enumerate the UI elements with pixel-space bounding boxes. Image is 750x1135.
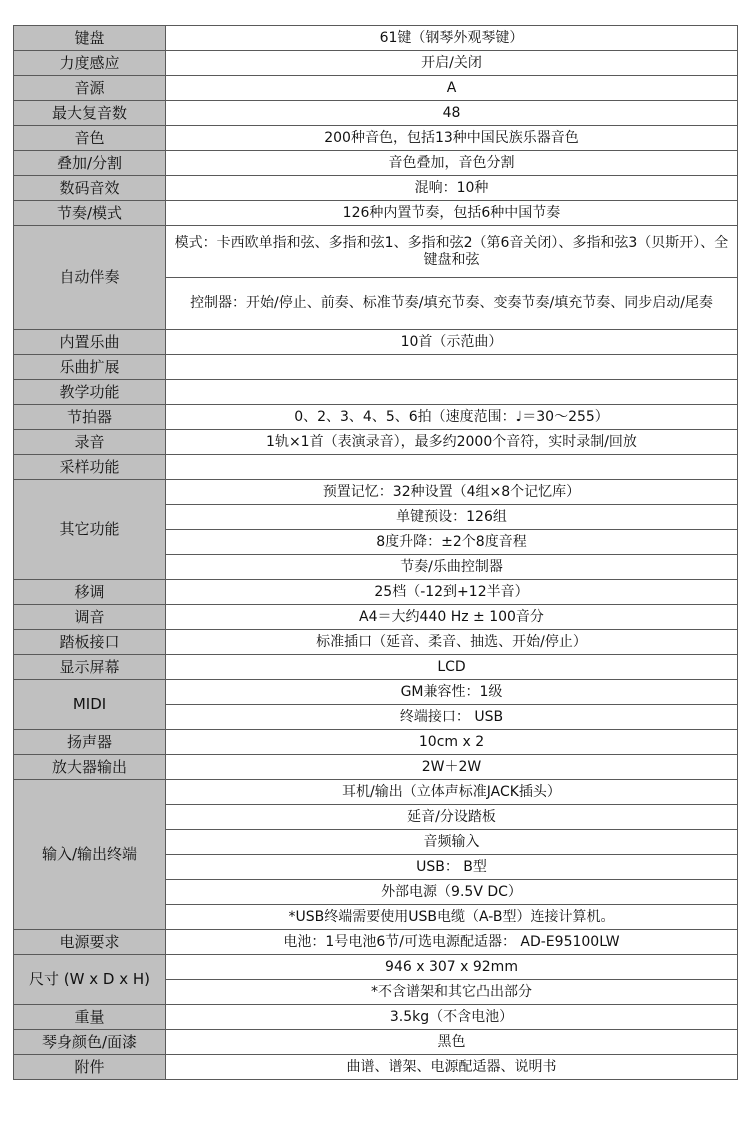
table-row [14, 51, 738, 76]
spec-value: A [166, 76, 738, 101]
spec-label: 教学功能 [14, 380, 166, 405]
spec-label: 放大器输出 [14, 755, 166, 780]
spec-label: 自动伴奏 [14, 226, 166, 330]
spec-label: 输入/输出终端 [14, 780, 166, 930]
spec-value: 200种音色，包括13种中国民族乐器音色 [166, 126, 738, 151]
spec-value: 混响：10种 [166, 176, 738, 201]
spec-value: 曲谱、谱架、电源配适器、说明书 [166, 1055, 738, 1080]
spec-value: A4＝大约440 Hz ± 100音分 [166, 605, 738, 630]
table-row [14, 455, 738, 480]
spec-value: 开启/关闭 [166, 51, 738, 76]
spec-value: 48 [166, 101, 738, 126]
spec-value [166, 455, 738, 480]
spec-value: LCD [166, 655, 738, 680]
table-row [14, 176, 738, 201]
spec-label: 内置乐曲 [14, 330, 166, 355]
spec-value: 节奏/乐曲控制器 [166, 555, 738, 580]
table-row [14, 755, 738, 780]
spec-value: 模式：卡西欧单指和弦、多指和弦1、多指和弦2（第6音关闭）、多指和弦3（贝斯开）、全键盘和弦 [166, 226, 738, 278]
spec-value: 8度升降：±2个8度音程 [166, 530, 738, 555]
spec-value: *不含谱架和其它凸出部分 [166, 980, 738, 1005]
spec-label: 踏板接口 [14, 630, 166, 655]
spec-value: *USB终端需要使用USB电缆（A-B型）连接计算机。 [166, 905, 738, 930]
table-row [14, 580, 738, 605]
spec-value: 25档（-12到+12半音） [166, 580, 738, 605]
table-row [14, 480, 738, 505]
spec-value: 外部电源（9.5V DC） [166, 880, 738, 905]
table-row [14, 330, 738, 355]
table-row [14, 151, 738, 176]
spec-value: 10首（示范曲） [166, 330, 738, 355]
table-row [14, 680, 738, 705]
spec-value: 预置记忆：32种设置（4组×8个记忆库） [166, 480, 738, 505]
spec-value: 音色叠加，音色分割 [166, 151, 738, 176]
spec-label: 调音 [14, 605, 166, 630]
spec-value: 2W＋2W [166, 755, 738, 780]
spec-table [13, 25, 738, 1080]
spec-label: 采样功能 [14, 455, 166, 480]
spec-label: 节奏/模式 [14, 201, 166, 226]
spec-label: 尺寸 (W x D x H) [14, 955, 166, 1005]
spec-value: 黑色 [166, 1030, 738, 1055]
table-row [14, 780, 738, 805]
spec-label: 音色 [14, 126, 166, 151]
spec-value: GM兼容性：1级 [166, 680, 738, 705]
table-row [14, 1030, 738, 1055]
table-row [14, 226, 738, 278]
spec-value: 0、2、3、4、5、6拍（速度范围：♩＝30～255） [166, 405, 738, 430]
spec-label: 叠加/分割 [14, 151, 166, 176]
table-row [14, 1005, 738, 1030]
spec-label: 键盘 [14, 26, 166, 51]
spec-value [166, 355, 738, 380]
table-row [14, 1055, 738, 1080]
spec-value: 终端接口： USB [166, 705, 738, 730]
table-row [14, 605, 738, 630]
table-row [14, 101, 738, 126]
spec-label: 节拍器 [14, 405, 166, 430]
spec-label: 数码音效 [14, 176, 166, 201]
spec-label: 乐曲扩展 [14, 355, 166, 380]
spec-label: 录音 [14, 430, 166, 455]
spec-value: 10cm x 2 [166, 730, 738, 755]
table-row [14, 630, 738, 655]
spec-value [166, 380, 738, 405]
table-row [14, 355, 738, 380]
spec-label: 最大复音数 [14, 101, 166, 126]
spec-value: 61键（钢琴外观琴键） [166, 26, 738, 51]
spec-value: 控制器：开始/停止、前奏、标准节奏/填充节奏、变奏节奏/填充节奏、同步启动/尾奏 [166, 278, 738, 330]
spec-value: 电池：1号电池6节/可选电源配适器： AD-E95100LW [166, 930, 738, 955]
spec-label: 音源 [14, 76, 166, 101]
table-row [14, 430, 738, 455]
table-row [14, 930, 738, 955]
spec-value: 3.5kg（不含电池） [166, 1005, 738, 1030]
spec-label: 琴身颜色/面漆 [14, 1030, 166, 1055]
table-row [14, 76, 738, 101]
spec-value: 1轨×1首（表演录音），最多约2000个音符，实时录制/回放 [166, 430, 738, 455]
spec-label: 显示屏幕 [14, 655, 166, 680]
spec-value: 延音/分设踏板 [166, 805, 738, 830]
spec-value: 单键预设：126组 [166, 505, 738, 530]
table-row [14, 405, 738, 430]
spec-value: 耳机/输出（立体声标准JACK插头） [166, 780, 738, 805]
spec-label: 扬声器 [14, 730, 166, 755]
spec-label: 移调 [14, 580, 166, 605]
table-row [14, 730, 738, 755]
spec-label: 附件 [14, 1055, 166, 1080]
spec-value: 音频输入 [166, 830, 738, 855]
table-row [14, 126, 738, 151]
spec-label: MIDI [14, 680, 166, 730]
spec-label: 力度感应 [14, 51, 166, 76]
table-row [14, 26, 738, 51]
table-row [14, 201, 738, 226]
spec-label: 电源要求 [14, 930, 166, 955]
table-row [14, 380, 738, 405]
table-row [14, 955, 738, 980]
spec-value: USB： B型 [166, 855, 738, 880]
spec-label: 重量 [14, 1005, 166, 1030]
spec-value: 标准插口（延音、柔音、抽选、开始/停止） [166, 630, 738, 655]
spec-value: 126种内置节奏，包括6种中国节奏 [166, 201, 738, 226]
table-row [14, 655, 738, 680]
spec-label: 其它功能 [14, 480, 166, 580]
spec-value: 946 x 307 x 92mm [166, 955, 738, 980]
